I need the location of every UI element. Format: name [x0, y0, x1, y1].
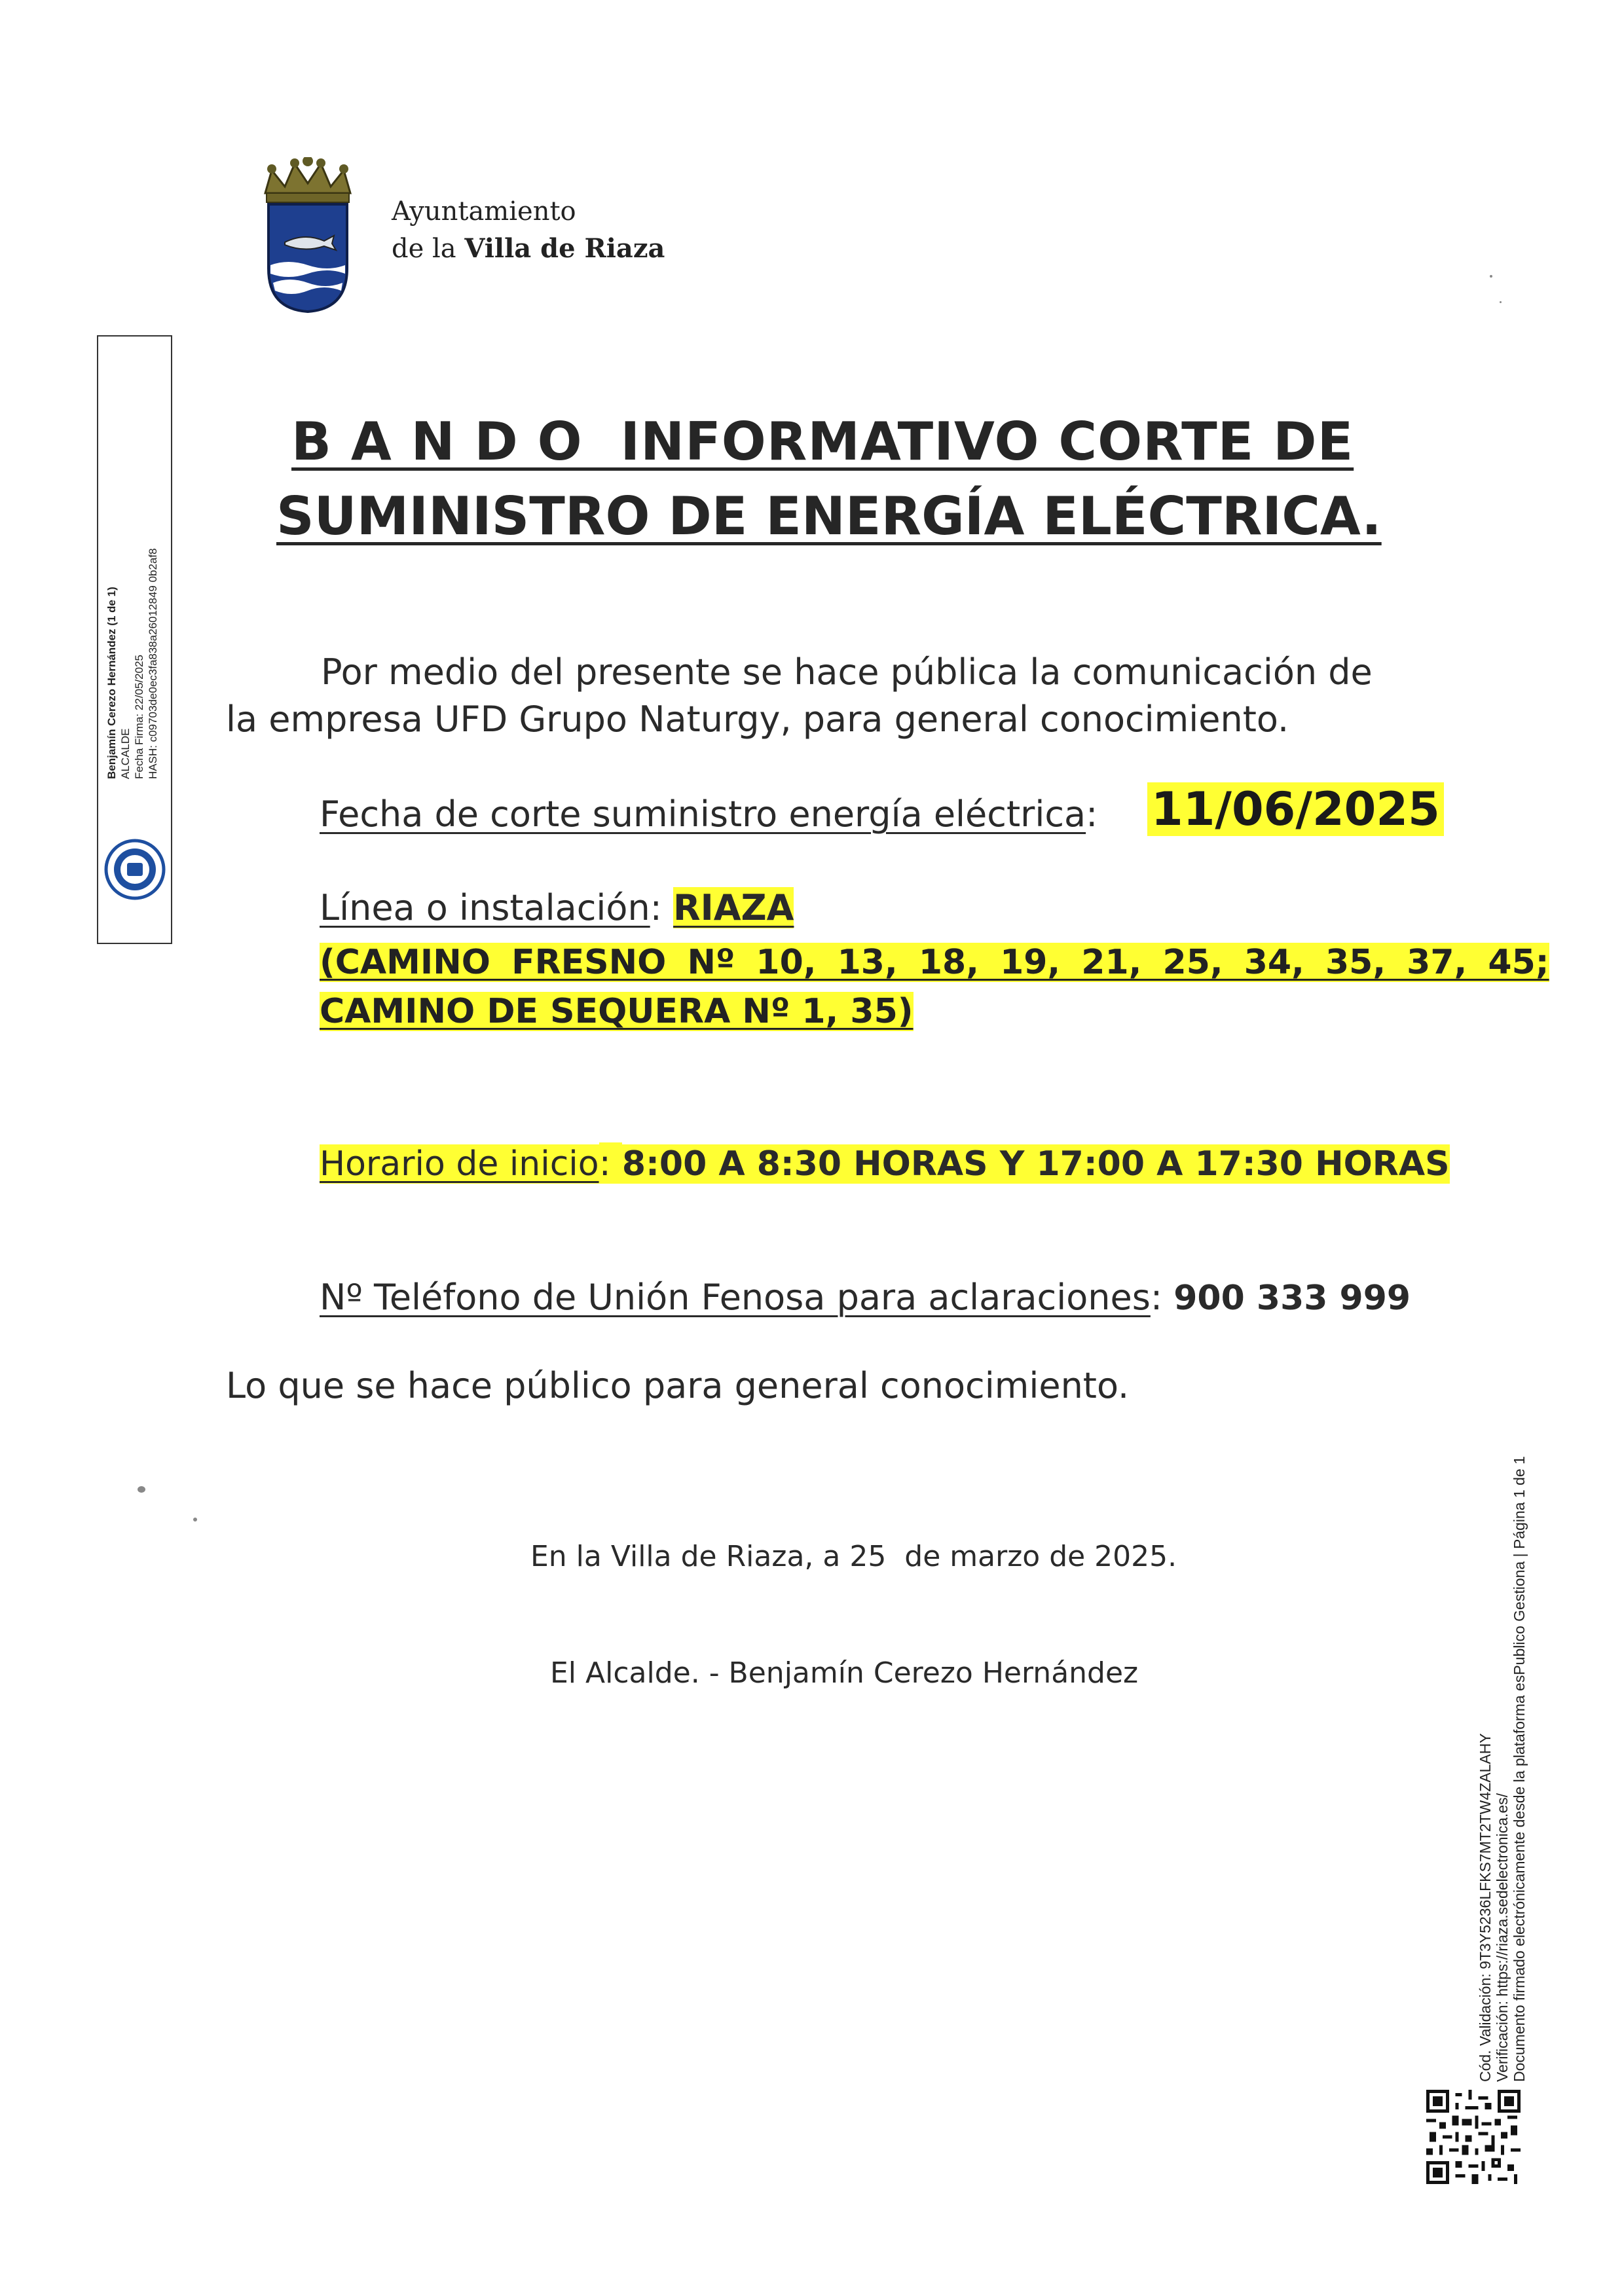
- address-line2: CAMINO DE SEQUERA Nº 1, 35): [320, 992, 913, 1031]
- title-line1: B A N D O INFORMATIVO CORTE DE: [291, 411, 1354, 472]
- linea-label: Línea o instalación: [320, 887, 650, 928]
- verification-note: Documento firmado electrónicamente desde la plataforma esPublico Gestiona | Página 1 de 1: [1511, 1456, 1528, 2082]
- org-name-bold: Villa de Riaza: [464, 233, 665, 264]
- official-seal-icon: [103, 838, 166, 901]
- verification-url: Verificación: https://riaza.sedelectronica.es/: [1494, 1793, 1511, 2082]
- title-line2: SUMINISTRO DE ENERGÍA ELÉCTRICA.: [276, 486, 1382, 547]
- org-name-prefix: de la: [392, 234, 465, 264]
- horario-value: 8:00 A 8:30 HORAS Y 17:00 A 17:30 HORAS: [621, 1144, 1450, 1184]
- scan-speck: [1500, 301, 1502, 303]
- signature-date: Fecha Firma: 22/05/2025: [133, 655, 145, 779]
- fecha-value: 11/06/2025: [1147, 782, 1444, 836]
- org-name-line2: [392, 233, 665, 264]
- place-date: En la Villa de Riaza, a 25 de marzo de 2025.: [530, 1540, 1177, 1573]
- signature-details: [105, 548, 160, 779]
- linea-row: [320, 887, 794, 928]
- telefono-colon: :: [1150, 1277, 1174, 1318]
- scan-speck: [193, 1518, 197, 1522]
- municipal-crest-icon: [259, 157, 357, 314]
- telefono-label: Nº Teléfono de Unión Fenosa para aclaraciones: [320, 1277, 1151, 1318]
- signer-name: El Alcalde. - Benjamín Cerezo Hernández: [550, 1656, 1139, 1690]
- validation-code: Cód. Validación: 9T3Y5236LFKS7MT2TW4ZALAHY: [1477, 1733, 1494, 2082]
- scan-speck: [138, 1486, 145, 1493]
- fecha-row: [320, 793, 1098, 835]
- horario-colon: :: [599, 1142, 622, 1184]
- closing-text: Lo que se hace público para general conocimiento.: [226, 1365, 1130, 1406]
- horario-row: [320, 1142, 1450, 1184]
- telefono-row: [320, 1277, 1411, 1318]
- linea-colon: :: [650, 887, 674, 928]
- qr-code-icon: [1426, 2090, 1521, 2184]
- signature-signer: Benjamín Cerezo Hernández (1 de 1): [105, 587, 118, 779]
- fecha-colon: :: [1086, 793, 1098, 835]
- verification-details: [1477, 1456, 1528, 2082]
- scan-speck: [1490, 275, 1492, 278]
- signature-hash: HASH: c09703de0ec3fa838a26012849 0b2af8: [147, 548, 159, 779]
- org-name-line1: Ayuntamiento: [392, 196, 576, 227]
- fecha-label: Fecha de corte suministro energía eléctrica: [320, 793, 1086, 835]
- address-line1: (CAMINO FRESNO Nº 10, 13, 18, 19, 21, 25, 34, 35, 37, 45;: [320, 943, 1549, 982]
- telefono-value: 900 333 999: [1173, 1279, 1411, 1318]
- horario-label: Horario de inicio: [320, 1144, 599, 1184]
- intro-line2: la empresa UFD Grupo Naturgy, para general conocimiento.: [226, 699, 1289, 740]
- linea-value: RIAZA: [673, 887, 794, 928]
- signature-role: ALCALDE: [119, 728, 132, 779]
- intro-line1: Por medio del presente se hace pública la comunicación de: [321, 651, 1373, 693]
